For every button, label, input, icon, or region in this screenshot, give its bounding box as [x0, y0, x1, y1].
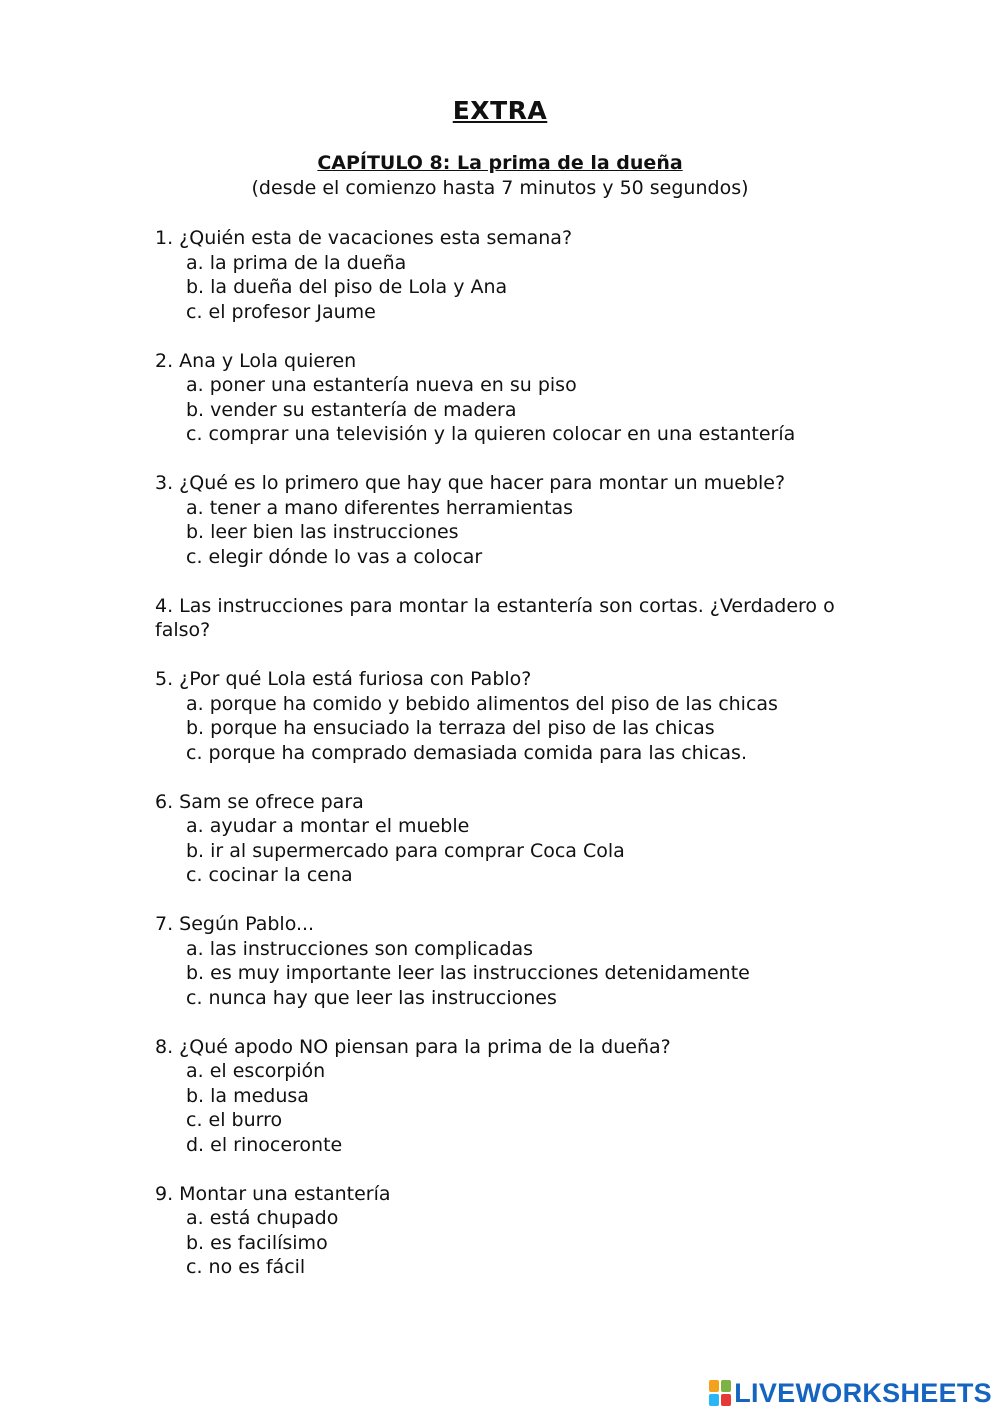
chapter-heading: CAPÍTULO 8: La prima de la dueña [317, 152, 683, 174]
answer-options [155, 692, 895, 766]
question-text: 2. Ana y Lola quieren [155, 349, 357, 372]
answer-option[interactable]: b. ir al supermercado para comprar Coca Cola [186, 839, 625, 862]
answer-option[interactable]: b. leer bien las instrucciones [186, 521, 459, 543]
answer-options [155, 496, 895, 570]
question-6 [155, 790, 895, 888]
answer-option[interactable]: a. porque ha comido y bebido alimentos del piso de las chicas [186, 692, 778, 715]
answer-option[interactable]: c. elegir dónde lo vas a colocar [186, 545, 483, 568]
answer-option[interactable]: b. es facilísimo [186, 1231, 328, 1254]
question-text: 7. Según Pablo... [155, 913, 315, 935]
question-9 [155, 1182, 895, 1280]
question-7 [155, 912, 895, 1010]
question-3 [155, 471, 895, 569]
answer-option[interactable]: a. tener a mano diferentes herramientas [186, 496, 574, 519]
answer-option[interactable]: a. las instrucciones son complicadas [186, 937, 534, 960]
answer-option[interactable]: b. es muy importante leer las instrucciones detenidamente [186, 962, 750, 984]
question-4 [155, 594, 895, 643]
answer-option[interactable]: c. nunca hay que leer las instrucciones [186, 986, 557, 1009]
time-range: (desde el comienzo hasta 7 minutos y 50 segundos) [251, 177, 749, 199]
answer-options [155, 814, 895, 888]
answer-options [155, 251, 895, 325]
answer-option[interactable]: a. está chupado [186, 1207, 339, 1229]
question-2 [155, 349, 895, 447]
answer-options [155, 373, 895, 447]
answer-option[interactable]: c. no es fácil [186, 1256, 306, 1278]
answer-options [155, 1059, 895, 1157]
answer-option[interactable]: c. el profesor Jaume [186, 300, 376, 323]
question-text: 3. ¿Qué es lo primero que hay que hacer para montar un mueble? [155, 472, 786, 494]
question-list [155, 226, 895, 1304]
answer-option[interactable]: c. el burro [186, 1109, 283, 1131]
answer-option[interactable]: c. comprar una televisión y la quieren colocar en una estantería [186, 423, 796, 445]
question-5 [155, 667, 895, 765]
answer-option[interactable]: a. la prima de la dueña [186, 251, 407, 274]
question-text: 4. Las instrucciones para montar la estantería son cortas. ¿Verdadero o falso? [155, 594, 835, 641]
question-text: 8. ¿Qué apodo NO piensan para la prima de la dueña? [155, 1035, 671, 1058]
question-8 [155, 1035, 895, 1158]
page-title: EXTRA [452, 96, 548, 125]
answer-option[interactable]: b. vender su estantería de madera [186, 398, 517, 421]
answer-option[interactable]: a. ayudar a montar el mueble [186, 815, 470, 837]
answer-options [155, 937, 895, 1011]
answer-option[interactable]: d. el rinoceronte [186, 1133, 343, 1156]
liveworksheets-brand [709, 1378, 992, 1408]
answer-option[interactable]: a. el escorpión [186, 1060, 326, 1082]
question-text: 6. Sam se ofrece para [155, 790, 364, 813]
answer-option[interactable]: b. la medusa [186, 1084, 309, 1107]
answer-option[interactable]: a. poner una estantería nueva en su piso [186, 374, 577, 396]
brand-name: LIVEWORKSHEETS [734, 1377, 992, 1408]
question-text: 9. Montar una estantería [155, 1182, 391, 1205]
question-text: 1. ¿Quién esta de vacaciones esta semana? [155, 227, 573, 249]
answer-option[interactable]: c. cocinar la cena [186, 864, 353, 886]
answer-option[interactable]: b. porque ha ensuciado la terraza del piso de las chicas [186, 717, 715, 739]
answer-option[interactable]: c. porque ha comprado demasiada comida para las chicas. [186, 741, 747, 764]
question-text: 5. ¿Por qué Lola está furiosa con Pablo? [155, 668, 532, 690]
question-1 [155, 226, 895, 324]
answer-option[interactable]: b. la dueña del piso de Lola y Ana [186, 276, 508, 298]
answer-options [155, 1206, 895, 1280]
liveworksheets-logo-icon [709, 1380, 731, 1406]
